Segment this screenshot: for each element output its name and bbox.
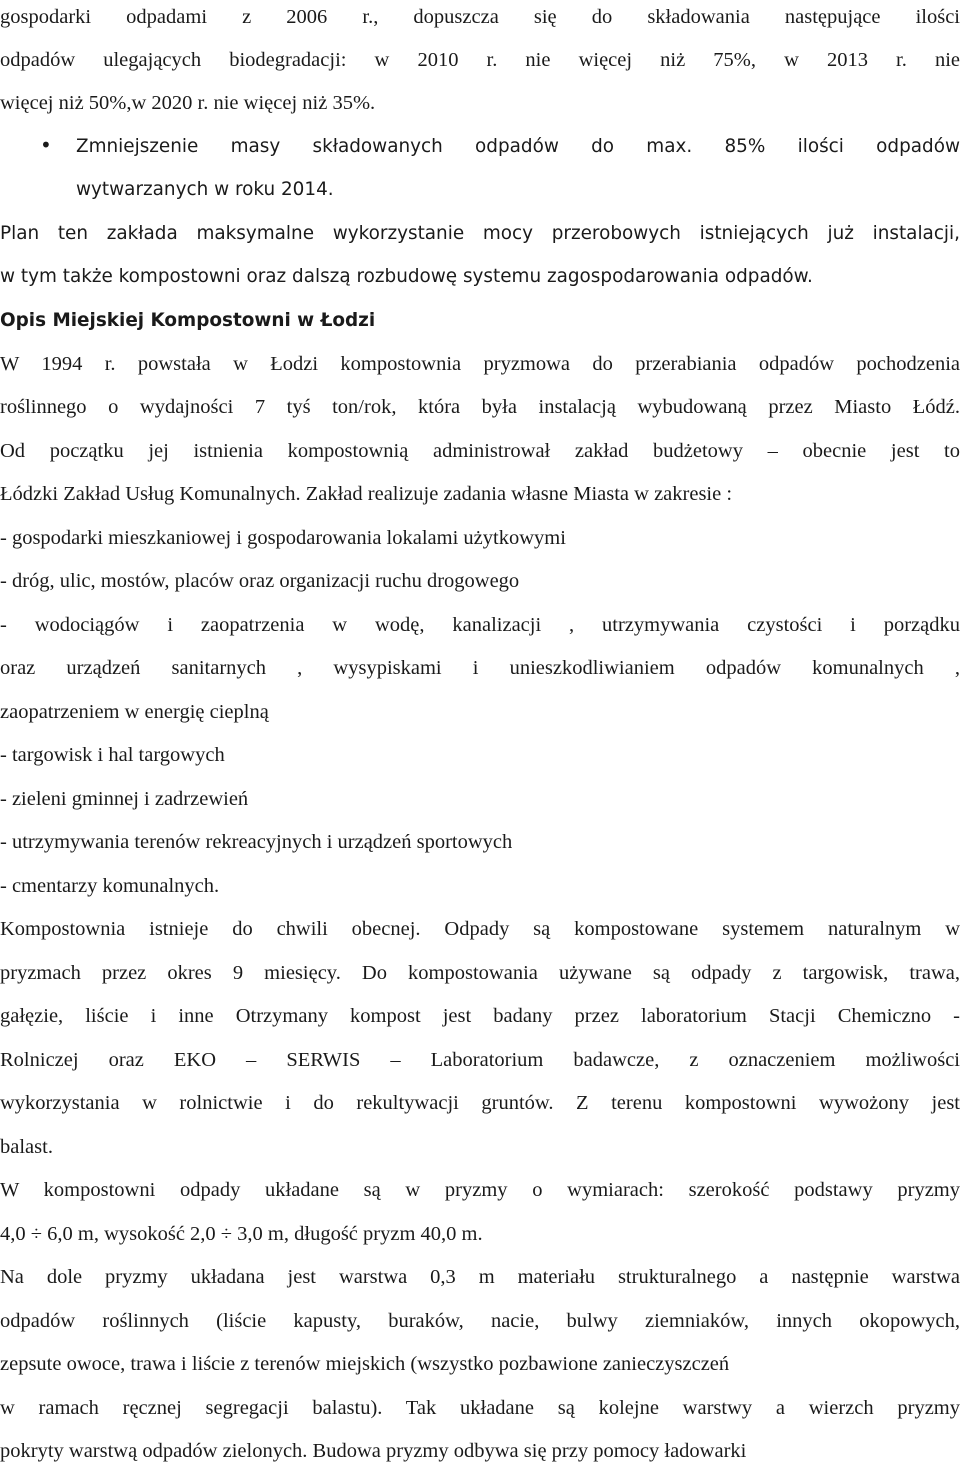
text-line: oraz urządzeń sanitarnych , wysypiskami i unieszkodliwianiem odpadów komunalnych ,	[0, 657, 960, 679]
text-line: w ramach ręcznej segregacji balastu). Tak układane są kolejne warstwy a wierzch pryzmy	[0, 1397, 960, 1419]
text-line: Od początku jej istnienia kompostownią administrował zakład budżetowy – obecnie jest to	[0, 440, 960, 462]
bullet-icon: •	[40, 133, 52, 157]
text-line: Rolniczej oraz EKO – SERWIS – Laboratorium badawcze, z oznaczeniem możliwości	[0, 1049, 960, 1071]
text-line: balast.	[0, 1136, 53, 1158]
list-item: - targowisk i hal targowych	[0, 744, 225, 766]
bullet-item-text: Zmniejszenie masy składowanych odpadów do max. 85% ilości odpadów	[76, 136, 960, 157]
text-line: Łódzki Zakład Usług Komunalnych. Zakład realizuje zadania własne Miasta w zakresie :	[0, 483, 733, 505]
list-item: - dróg, ulic, mostów, placów oraz organizacji ruchu drogowego	[0, 570, 520, 592]
bullet-item-text: wytwarzanych w roku 2014.	[76, 179, 334, 200]
list-item: - wodociągów i zaopatrzenia w wodę, kanalizacji , utrzymywania czystości i porządku	[0, 614, 960, 636]
text-line: odpadów ulegających biodegradacji: w 2010 r. nie więcej niż 75%, w 2013 r. nie	[0, 49, 960, 71]
text-line: pryzmach przez okres 9 miesięcy. Do kompostowania używane są odpady z targowisk, trawa,	[0, 962, 960, 984]
text-line: Kompostownia istnieje do chwili obecnej. Odpady są kompostowane systemem naturalnym w	[0, 918, 960, 940]
list-item: - gospodarki mieszkaniowej i gospodarowania lokalami użytkowymi	[0, 527, 566, 549]
text-line: 4,0 ÷ 6,0 m, wysokość 2,0 ÷ 3,0 m, długość pryzm 40,0 m.	[0, 1223, 483, 1245]
list-item: - utrzymywania terenów rekreacyjnych i urządzeń sportowych	[0, 831, 513, 853]
text-line: pokryty warstwą odpadów zielonych. Budowa pryzmy odbywa się przy pomocy ładowarki	[0, 1440, 747, 1462]
text-line: zepsute owoce, trawa i liście z terenów miejskich (wszystko pozbawione zanieczyszczeń	[0, 1353, 730, 1375]
text-line: w tym także kompostowni oraz dalszą rozbudowę systemu zagospodarowania odpadów.	[0, 266, 813, 287]
text-line: gospodarki odpadami z 2006 r., dopuszcza się do składowania następujące ilości	[0, 6, 960, 28]
text-line: W 1994 r. powstała w Łodzi kompostownia pryzmowa do przerabiania odpadów pochodzenia	[0, 353, 960, 375]
text-line: gałęzie, liście i inne Otrzymany kompost jest badany przez laboratorium Stacji Chemiczno -	[0, 1005, 960, 1027]
list-item: - zieleni gminnej i zadrzewień	[0, 788, 249, 810]
text-line: W kompostowni odpady układane są w pryzmy o wymiarach: szerokość podstawy pryzmy	[0, 1179, 960, 1201]
text-line: roślinnego o wydajności 7 tyś ton/rok, która była instalacją wybudowaną przez Miasto Łódź.	[0, 396, 960, 418]
text-line: Plan ten zakłada maksymalne wykorzystanie mocy przerobowych istniejących już instalacji,	[0, 223, 960, 244]
text-line: wykorzystania w rolnictwie i do rekultywacji gruntów. Z terenu kompostowni wywożony jest	[0, 1092, 960, 1114]
text-line: zaopatrzeniem w energię cieplną	[0, 701, 269, 723]
section-heading: Opis Miejskiej Kompostowni w Łodzi	[0, 310, 376, 331]
text-line: Na dole pryzmy układana jest warstwa 0,3 m materiału strukturalnego a następnie warstwa	[0, 1266, 960, 1288]
text-line: więcej niż 50%,w 2020 r. nie więcej niż 35%.	[0, 92, 376, 114]
text-line: odpadów roślinnych (liście kapusty, buraków, nacie, bulwy ziemniaków, innych okopowych,	[0, 1310, 960, 1332]
list-item: - cmentarzy komunalnych.	[0, 875, 220, 897]
